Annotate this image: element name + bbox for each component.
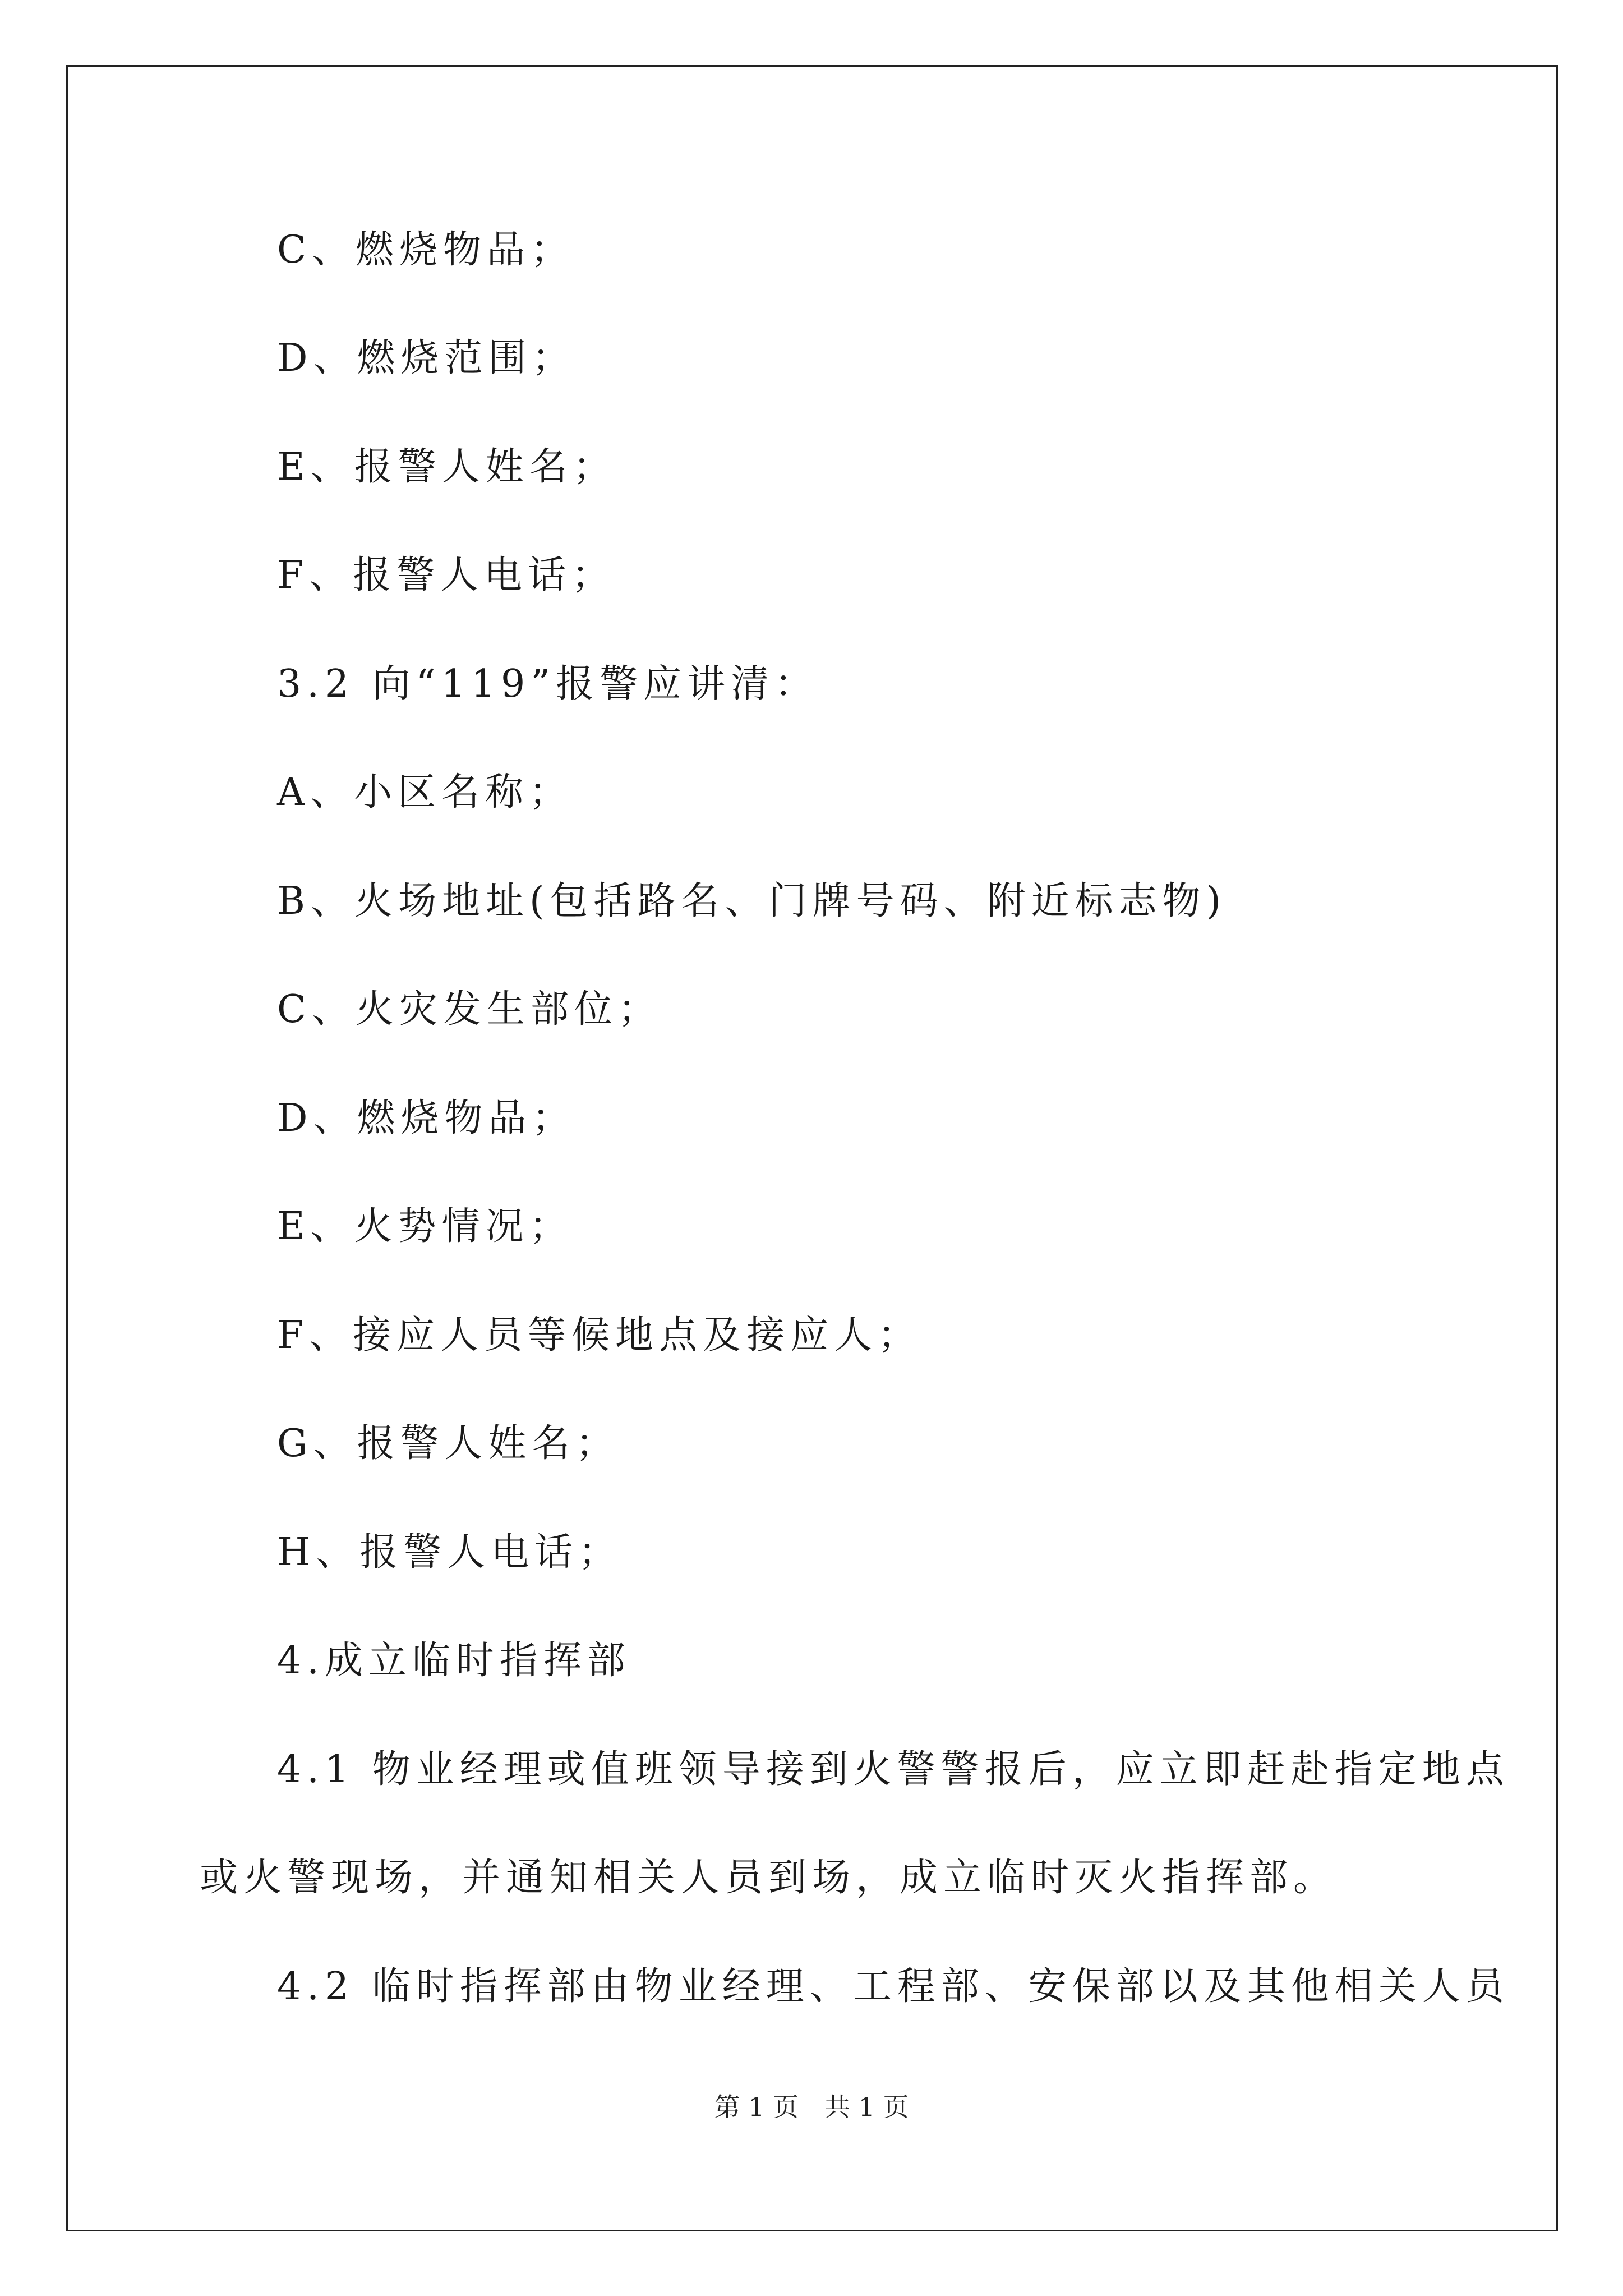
list-item: E、报警人姓名； bbox=[277, 445, 617, 489]
page-border bbox=[66, 65, 1558, 2231]
list-item: H、报警人电话； bbox=[277, 1530, 623, 1575]
list-item: G、报警人姓名； bbox=[277, 1421, 620, 1466]
list-item: D、燃烧物品； bbox=[277, 1096, 576, 1140]
paragraph-line: 4.2 临时指挥部由物业经理、工程部、安保部以及其他相关人员 bbox=[277, 1964, 1510, 2009]
paragraph-line: 4.1 物业经理或值班领导接到火警警报后，应立即赶赴指定地点 bbox=[277, 1747, 1510, 1792]
list-item: E、火势情况； bbox=[277, 1204, 573, 1249]
paragraph-line: 或火警现场，并通知相关人员到场，成立临时灭火指挥部。 bbox=[200, 1856, 1338, 1900]
list-item: F、接应人员等候地点及接应人； bbox=[277, 1313, 922, 1358]
section-heading: 3.2 向“119”报警应讲清： bbox=[277, 662, 819, 706]
list-item: C、燃烧物品； bbox=[277, 228, 575, 272]
list-item: D、燃烧范围； bbox=[277, 336, 576, 380]
page-footer: 第 1 页 共 1 页 bbox=[714, 2092, 909, 2122]
list-item: A、小区名称； bbox=[277, 770, 573, 815]
list-item: C、火灾发生部位； bbox=[277, 987, 662, 1032]
section-heading: 4.成立临时指挥部 bbox=[277, 1639, 631, 1683]
list-item: B、火场地址(包括路名、门牌号码、附近标志物) bbox=[277, 879, 1227, 923]
list-item: F、报警人电话； bbox=[277, 553, 616, 597]
